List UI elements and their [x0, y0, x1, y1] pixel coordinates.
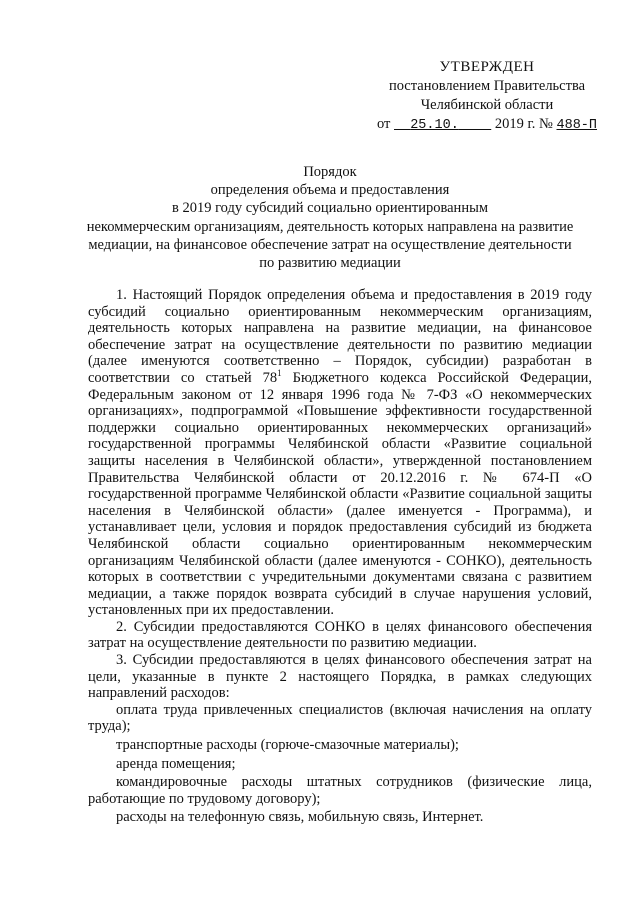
approval-line-2: Челябинской области [420, 97, 554, 113]
date-prefix: от [376, 116, 391, 132]
document-number: 488-П [556, 118, 598, 133]
expense-item: аренда помещения; [116, 755, 236, 772]
heading-line-4: некоммерческим организациям, деятельность которых направлена на развитие [86, 218, 574, 235]
expense-item: командировочные расходы штатных сотрудников (физические лица, работающие по трудовому договору); [88, 774, 592, 807]
paragraph-3: 3. Субсидии предоставляются в целях финансового обеспечения затрат на цели, указанные в пункте 2 настоящего Порядка, в рамках следующих направлений расходов: [88, 652, 592, 702]
heading-line-5: медиации, на финансовое обеспечение затрат на осуществление деятельности [88, 236, 572, 253]
date-value: 25.10. [410, 118, 459, 133]
heading-line-1: Порядок [303, 164, 357, 180]
heading-line-3: в 2019 году субсидий социально ориентированным [172, 200, 488, 217]
year-text: 2019 г. № [494, 116, 553, 132]
heading-line-6: по развитию медиации [259, 255, 401, 272]
heading-line-2: определения объема и предоставления [210, 182, 450, 199]
approval-title: УТВЕРЖДЕН [439, 59, 535, 75]
document-body [88, 287, 592, 828]
article-superscript: 1 [277, 368, 282, 379]
document-heading [70, 163, 590, 272]
expense-item: расходы на телефонную связь, мобильную связь, Интернет. [116, 809, 484, 826]
paragraph-2: 2. Субсидии предоставляются СОНКО в целях финансового обеспечения затрат на осуществление деятельности по развитию медиации. [88, 618, 592, 652]
approval-line-1: постановлением Правительства [388, 78, 586, 94]
expense-item: транспортные расходы (горюче-смазочные материалы); [116, 737, 459, 754]
expense-item: оплата труда привлеченных специалистов (включая начисления на оплату труда); [88, 701, 592, 735]
paragraph-1: 1. Настоящий Порядок определения объема и предоставления в 2019 году субсидий социально ориентированным некоммерческим организациям, деятельность которых направлена на развитие медиации, на финансовое обеспечение затрат на осуществление деятельности по развитию медиации (далее именуются соответственно – Порядок, субсидии) разработан в соответствии со статьей $78^1$ Бюджетного кодекса Российской Федерации, Федеральным законом от 12 января 1996 года № 7-ФЗ «О некоммерческих организациях», подпрограммой «Повышение эффективности государственной поддержки социально ориентированных некоммерческих организаций» государственной программы Челябинской области «Развитие социальной защиты населения в Челябинской области», утвержденной постановлением Правительства Челябинской области от 20.12.2016 г. № 674-П «О государственной программе Челябинской области «Развитие социальной защиты населения в Челябинской области» (далее именуется - Программа), и устанавливает цели, условия и порядок предоставления субсидий из бюджета Челябинской области социально ориентированным некоммерческим организациям Челябинской области (далее именуются - СОНКО), деятельность которых в соответствии с учредительными документами связана с развитием медиации, а также порядок возврата субсидий в случае нарушения условий, установленных при их предоставлении. [88, 287, 592, 619]
approval-date-line [372, 115, 602, 135]
approval-stamp [372, 58, 602, 135]
